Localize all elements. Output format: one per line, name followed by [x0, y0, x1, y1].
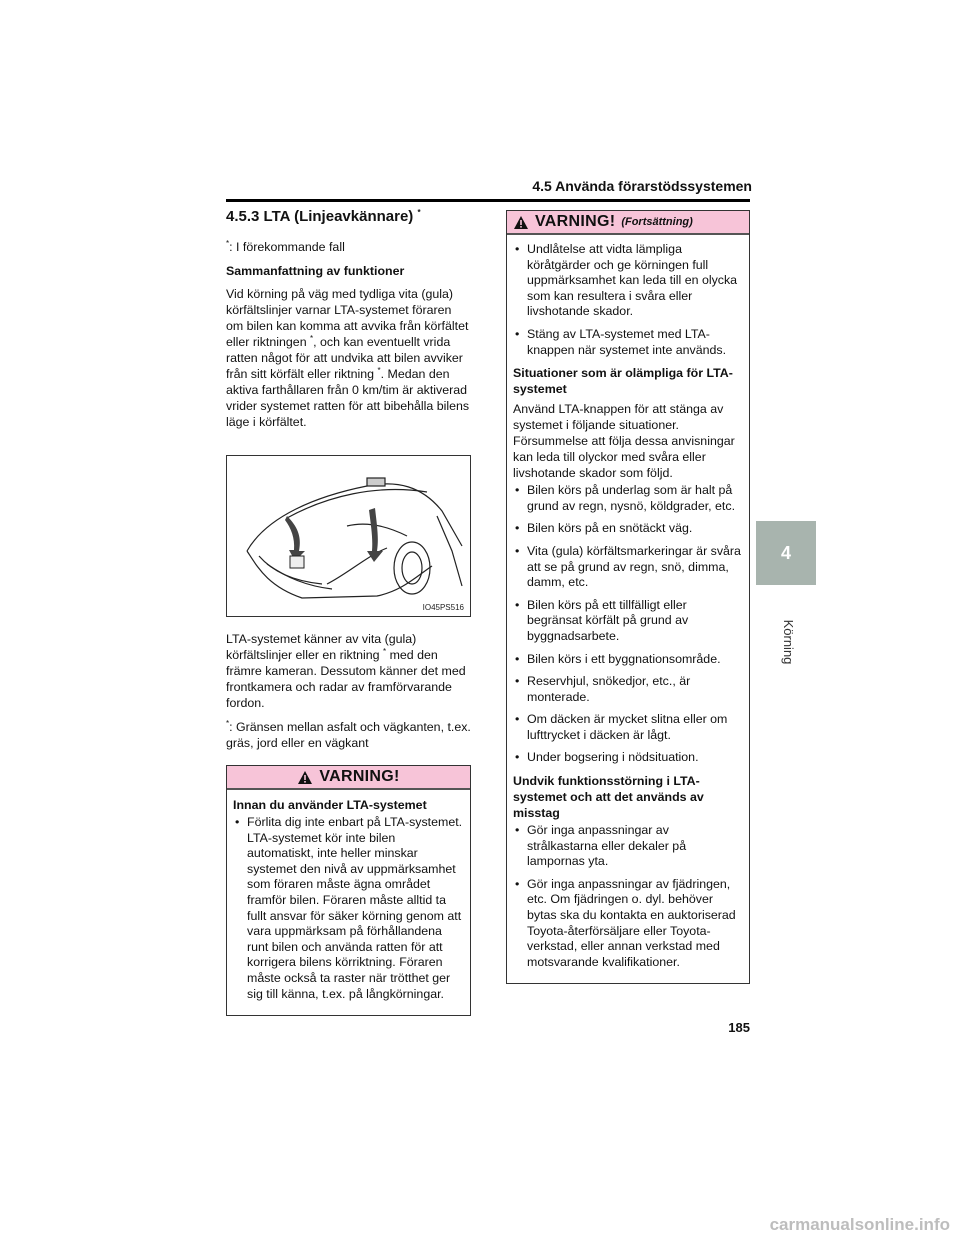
avoid-malfunction-list: [513, 823, 743, 970]
warning-triangle-icon: [513, 215, 529, 230]
section-title: 4.5.3 LTA (Linjeavkännare) *: [226, 208, 421, 225]
warning-body: [227, 790, 470, 1015]
list-item: • Undlåtelse att vidta lämpliga köråtgärder och ge körningen full uppmärksamhet kan leda till en olycka som kan resultera i svåra eller livshotande skador.: [513, 242, 743, 320]
warning-header-continued: [507, 211, 749, 235]
list-item: • Bilen körs i ett byggnationsområde.: [513, 652, 743, 668]
list-item: • Reservhjul, snökedjor, etc., är monterade.: [513, 674, 743, 705]
list-item: • Om däcken är mycket slitna eller om lufttrycket i däcken är lågt.: [513, 712, 743, 743]
footnote: *: Gränsen mellan asfalt och vägkanten, t.ex. gräs, jord eller en vägkant: [226, 718, 471, 750]
header-rule: [226, 199, 750, 202]
running-header: 4.5 Använda förarstödssystemen: [532, 178, 752, 194]
unsuitable-situations-heading: Situationer som är olämpliga för LTA-systemet: [513, 366, 733, 397]
figure-code: IO45PS516: [422, 603, 464, 612]
unsuitable-situations-paragraph: Använd LTA-knappen för att stänga av systemet i följande situationer. Försummelse att följa dessa anvisningar kan leda till olyckor med svåra eller livshotande skador som följd.: [513, 402, 735, 481]
warning-header: [227, 766, 470, 790]
avoid-malfunction-heading: Undvik funktionsstörning i LTA-systemet och att det används av misstag: [513, 774, 704, 821]
list-item: • Under bogsering i nödsituation.: [513, 750, 743, 766]
left-column: [226, 208, 471, 1016]
list-item: • Förlita dig inte enbart på LTA-systemet. LTA-systemet kör inte bilen automatiskt, inte heller minskar systemet den nivå av uppmärksamhet som föraren måste ägna området framför bilen. Föraren måste alltid ta fullt ansvar för säker körning genom att vara uppmärksam på förhållandena runt bilen och använda ratten för att korrigera bilens körriktning. Föraren måste också ta raster när trötthet ger sig till känna, t.ex. på långkörningar.: [233, 815, 464, 1002]
availability-note: *: I förekommande fall: [226, 238, 345, 254]
warning-title: VARNING!: [319, 768, 400, 785]
chapter-tab: 4: [756, 521, 816, 585]
page-number: 185: [728, 1020, 750, 1035]
warning-body-continued: [507, 235, 749, 983]
list-item: • Gör inga anpassningar av strålkastarna eller dekaler på lampornas yta.: [513, 823, 743, 870]
warning-title: VARNING!: [535, 213, 616, 230]
chapter-label: Körning: [781, 619, 796, 665]
warning-list-1: [513, 242, 743, 358]
summary-heading: Sammanfattning av funktioner: [226, 264, 405, 278]
list-item: • Stäng av LTA-systemet med LTA-knappen när systemet inte används.: [513, 327, 743, 358]
list-item: • Bilen körs på ett tillfälligt eller begränsat körfält på grund av byggnadsarbete.: [513, 598, 743, 645]
list-item: • Gör inga anpassningar av fjädringen, etc. Om fjädringen o. dyl. behöver bytas ska du kontakta en auktoriserad Toyota-återförsäljare eller Toyota-verkstad, eller annan verkstad med motsvarande kvalifikationer.: [513, 877, 743, 971]
car-camera-figure: [226, 455, 471, 617]
summary-paragraph: Vid körning på väg med tydliga vita (gula) körfältslinjer varnar LTA-systemet föraren om bilen kan komma att avvika från körfältet eller riktningen *, och kan eventuellt vrida ratten något för att undvika att bilen avviker från sitt körfält eller riktning *. Medan den aktiva farthållaren från 0 km/tim är aktiverad vrider systemet ratten för att bibehålla bilens läge i körfältet.: [226, 287, 470, 429]
list-item: • Bilen körs på en snötäckt väg.: [513, 521, 743, 537]
right-column: [506, 208, 750, 984]
situations-list: [513, 483, 743, 766]
warning-box-continued: [506, 210, 750, 984]
list-item: • Bilen körs på underlag som är halt på grund av regn, nysnö, köldgrader, etc.: [513, 483, 743, 514]
list-item: • Vita (gula) körfältsmarkeringar är svåra att se på grund av regn, snö, dimma, damm, etc.: [513, 544, 743, 591]
watermark: carmanualsonline.info: [769, 1215, 950, 1234]
warning-subhead: Innan du använder LTA-systemet: [233, 798, 427, 812]
warning-triangle-icon: [297, 770, 313, 785]
detection-paragraph: LTA-systemet känner av vita (gula) körfältslinjer eller en riktning * med den främre kameran. Dessutom känner det med frontkamera och radar av framförvarande fordon.: [226, 632, 466, 710]
car-illustration: [227, 456, 470, 616]
warning-box: [226, 765, 471, 1016]
warning-continued-label: (Fortsättning): [621, 216, 693, 228]
warning-list: [233, 815, 464, 1002]
